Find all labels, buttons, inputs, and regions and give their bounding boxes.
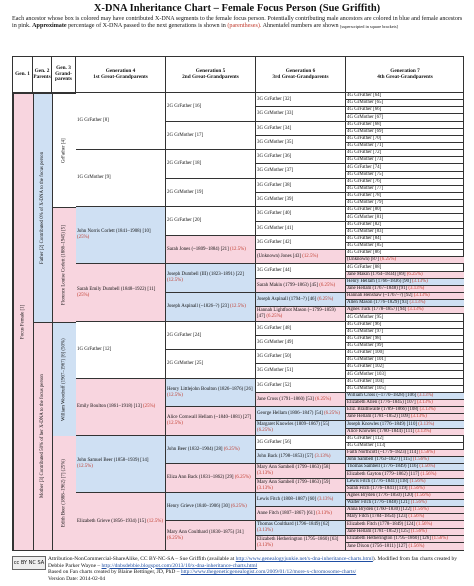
gen7-ancestor-32: 4G GrMother [95]: [346, 314, 464, 322]
footer-version: Version Date: 2014-02-04: [48, 575, 106, 582]
gen6-ancestor-17: 3G GrFather [48]: [256, 322, 346, 336]
gen7-ancestor-52: John Sambell (1763–1827) [115] (1.56%): [346, 457, 464, 464]
gen7-ancestor-22: 4G GrMother [85]: [346, 243, 464, 250]
gen7-ancestor-36: 4G GrMother [99]: [346, 343, 464, 350]
gen7-ancestor-64: Jane Dixon (1756–1811) [127] (1.56%): [346, 543, 464, 550]
gen7-ancestor-23: 4G GrFather [86]: [346, 250, 464, 257]
gen5-ancestor-7: Joseph Dumbell (III) (1823–1891) [22] (12.5%): [166, 264, 256, 293]
gen4-ancestor-7: John Samuel Beer (1858–1939) [14] (12.5%): [76, 436, 166, 493]
header-gen5: Generation 5 2nd Great-Grandparents: [166, 57, 256, 93]
gen7-ancestor-13: 4G GrFather [76]: [346, 179, 464, 186]
gen7-ancestor-16: 4G GrMother [79]: [346, 200, 464, 207]
gen7-ancestor-60: Mary Fitch (1784–1854) [123] (1.56%): [346, 514, 464, 521]
gen7-ancestor-34: 4G GrMother [97]: [346, 329, 464, 336]
header-gen6: Generation 6 3rd Great-Grandparents: [256, 57, 346, 93]
footer-line2: ). Modified from fan charts created by Debbie Parker Wayne –: [48, 556, 458, 569]
inheritance-chart: [12, 56, 464, 551]
gen7-ancestor-8: 4G GrMother [71]: [346, 143, 464, 150]
gen6-ancestor-11: 3G GrFather [42]: [256, 236, 346, 250]
gen6-ancestor-27: Mary Ann Sambell (1799–1863) [58] (3.13%): [256, 464, 346, 479]
gen7-ancestor-26: Jane Makin (1764–1834) [89] (6.25%): [346, 272, 464, 279]
gen4-ancestor-5: 1G GrFather [12]: [76, 322, 166, 379]
gen7-ancestor-10: 4G GrMother [73]: [346, 157, 464, 164]
gen7-ancestor-9: 4G GrFather [72]: [346, 150, 464, 157]
gen3-ancestor-4: Edith Beer (1888–1962) [7] (25%): [52, 436, 76, 550]
gen7-ancestor-38: 4G GrMother [101]: [346, 357, 464, 364]
gen7-ancestor-7: 4G GrFather [70]: [346, 136, 464, 143]
gen4-ancestor-3: John Norris Corlett (1841–1908) [10] (25%): [76, 207, 166, 264]
gen7-ancestor-44: Elizabeth Allen (1776–1845) [107] (3.13%): [346, 400, 464, 407]
gen6-ancestor-24: Margaret Knowles (1809–1867) [55] (6.25%): [256, 421, 346, 436]
gen7-ancestor-56: Sarah Fitch (1776–1841) [119] (1.56%): [346, 486, 464, 493]
gen6-ancestor-19: 3G GrFather [50]: [256, 350, 346, 364]
gen7-ancestor-24: (Unknown) [87] (6.25%): [346, 257, 464, 264]
gen6-ancestor-31: Thomas Coulthard (1796–1849) [62] (3.13%): [256, 521, 346, 536]
gen7-ancestor-40: 4G GrMother [103]: [346, 371, 464, 379]
gen7-ancestor-59: Anna Bryden (1760–1830) [122] (1.56%): [346, 507, 464, 514]
footer-link3[interactable]: http://www.thegeneticgenealogist.com/2009/01/12/more-x-chromosome-charts/: [180, 569, 357, 576]
gen4-ancestor-4: Sarah Emily Dumbell (1848–1922) [11] (25%): [76, 264, 166, 322]
gen7-ancestor-41: 4G GrFather [104]: [346, 379, 464, 386]
header-gen1: Gen. 1: [13, 57, 33, 93]
gen6-ancestor-13: 3G GrFather [44]: [256, 264, 346, 279]
gen6-ancestor-3: 3G GrFather [34]: [256, 122, 346, 136]
gen7-ancestor-42: 4G GrMother [105]: [346, 386, 464, 393]
gen4-ancestor-8: Elizabeth Grieve (1856–1934) [15] (12.5%): [76, 493, 166, 550]
chart-title: X-DNA Inheritance Chart – Female Focus Person (Sue Griffith): [93, 3, 381, 14]
focus-person: Focus Female [1]: [13, 93, 33, 550]
gen7-ancestor-14: 4G GrMother [77]: [346, 186, 464, 193]
gen7-ancestor-49: 4G GrFather [112]: [346, 436, 464, 443]
gen5-ancestor-10: 2G GrMother [25]: [166, 350, 256, 379]
intro-approx: Approximate: [32, 23, 67, 30]
gen5-ancestor-2: 2G GrMother [17]: [166, 122, 256, 150]
gen5-ancestor-16: Mary Ann Coulthard (1830–1875) [31] (6.25%): [166, 521, 256, 550]
footer-link1[interactable]: http://www.genealogyjunkie.net/x-dna-inheritance-charts.html: [235, 556, 373, 562]
gen7-ancestor-27: Henry Hellam (1766–1836) [90] (3.13%): [346, 279, 464, 286]
gen6-ancestor-2: 3G GrMother [33]: [256, 107, 346, 122]
gen6-ancestor-18: 3G GrMother [49]: [256, 336, 346, 350]
gen7-ancestor-25: 4G GrFather [88]: [346, 264, 464, 272]
gen5-ancestor-14: Eliza Ann Back (1831–1862) [29] (6.25%): [166, 464, 256, 493]
gen7-ancestor-37: 4G GrFather [100]: [346, 350, 464, 357]
header-gen2: Gen. 2 Parents: [33, 57, 52, 93]
gen6-ancestor-7: 3G GrFather [38]: [256, 179, 346, 193]
gen7-ancestor-51: Faith Northcott (~1779–1823) [114] (1.56%): [346, 450, 464, 457]
gen7-ancestor-48: Alice Knowles (1780–1844) [111] (3.13%): [346, 429, 464, 436]
gen7-ancestor-33: 4G GrFather [96]: [346, 322, 464, 329]
gen6-ancestor-6: 3G GrMother [37]: [256, 164, 346, 179]
gen7-ancestor-29: Hannah Henshaw (~1767–?) [92] (3.13%): [346, 293, 464, 300]
gen6-ancestor-14: Sarah Makin (1799–1863) [45] (6.25%): [256, 279, 346, 293]
gen7-ancestor-30: Allen Mason (1776–1829) [93] (3.13%): [346, 300, 464, 307]
gen7-ancestor-45: Eliz. Braithwaite (1789–1866) [108] (3.13%): [346, 407, 464, 414]
gen7-ancestor-20: 4G GrMother [83]: [346, 229, 464, 236]
gen6-ancestor-22: Jane Cross (1791–1860) [53] (6.25%): [256, 393, 346, 407]
gen7-ancestor-17: 4G GrFather [80]: [346, 207, 464, 214]
intro-paren: (parentheses).: [227, 23, 262, 30]
gen5-ancestor-9: 2G GrFather [24]: [166, 322, 256, 350]
intro-line3: Ahnentafel numbers are shown: [262, 23, 339, 30]
header-gen3: Gen. 3 Grand-parents: [52, 57, 76, 93]
gen7-ancestor-28: Jane Hellam (1767–1848) [91] (3.13%): [346, 286, 464, 293]
gen7-ancestor-4: 4G GrMother [67]: [346, 114, 464, 122]
gen7-ancestor-35: 4G GrFather [98]: [346, 336, 464, 343]
gen6-ancestor-8: 3G GrMother [39]: [256, 193, 346, 207]
header-gen7: Generation 7 4th Great-Grandparents: [346, 57, 464, 93]
gen6-ancestor-30: Anne Fitch (1807–1867) [61] (3.13%): [256, 507, 346, 521]
intro-text: [12, 16, 464, 31]
gen6-ancestor-21: 3G GrFather [52]: [256, 379, 346, 393]
gen5-ancestor-13: John Beer (1832–1904) [28] (6.25%): [166, 436, 256, 464]
header-gen4: Generation 4 1st Great-Grandparents: [76, 57, 166, 93]
father-cell: Father [2] Contributed 0% of X-DNA to the focus person: [33, 93, 52, 322]
gen3-ancestor-3: William Woodruff (1907–1967) [6] (50%): [52, 322, 76, 436]
intro-sup: [superscripted in square brackets]: [340, 24, 398, 30]
gen3-ancestor-1: GrFather [4]: [52, 93, 76, 207]
gen6-ancestor-15: Joseph Aspinall (1794–?) [46] (6.25%): [256, 293, 346, 307]
gen7-ancestor-46: Jane Hellam (1781–1852) [109] (3.13%): [346, 414, 464, 421]
gen5-ancestor-3: 2G GrFather [18]: [166, 150, 256, 179]
gen6-ancestor-4: 3G GrMother [35]: [256, 136, 346, 150]
gen5-ancestor-8: Joseph Aspinall (~1826–?) [23] (12.5%): [166, 293, 256, 322]
gen7-ancestor-63: Elizabeth Hetherington (1795–1860) [126] (1.56%): [346, 536, 464, 543]
gen7-ancestor-43: William Cross (~1770–1828) [106] (3.13%): [346, 393, 464, 400]
footer-line1: Attribution-NonCommercial-ShareAlike, CC BY-NC-SA – Sue Griffith (available at: [48, 556, 235, 562]
gen4-ancestor-1: 1G GrFather [8]: [76, 93, 166, 150]
gen7-ancestor-55: Lewis Fitch (1776–1841) [118] (1.56%): [346, 479, 464, 486]
gen5-ancestor-5: 2G GrFather [20]: [166, 207, 256, 236]
gen5-ancestor-15: Henry Grieve (1840–1906) [30] (6.25%): [166, 493, 256, 521]
gen7-ancestor-61: Elizabeth Fitch (1778–1849) [124] (1.56%): [346, 521, 464, 529]
gen5-ancestor-6: Sarah Jones (~1809–1884) [21] (12.5%): [166, 236, 256, 264]
gen6-ancestor-16: Hannah Lightfoot Mason (~1799–1859) [47] (6.25%): [256, 307, 346, 322]
gen7-ancestor-3: 4G GrFather [66]: [346, 107, 464, 114]
gen7-ancestor-31: Agnes Tuck (1778–1857) [94] (3.13%): [346, 307, 464, 314]
gen6-ancestor-25: 3G GrFather [56]: [256, 436, 346, 450]
mother-cell: Mother [3] Contributed 50% of her X-DNA to the focus person: [33, 322, 52, 550]
gen6-ancestor-32: Elizabeth Hetherington (1795–1860) [63] (3.13%): [256, 536, 346, 550]
gen7-ancestor-21: 4G GrFather [84]: [346, 236, 464, 243]
footer-text: [48, 556, 464, 582]
gen5-ancestor-4: 2G GrMother [19]: [166, 179, 256, 207]
gen6-ancestor-29: Lewis Fitch (1808–1887) [60] (3.13%): [256, 493, 346, 507]
gen5-ancestor-12: Alice Cornwall Hellam (~1840–1881) [27] (12.5%): [166, 407, 256, 436]
gen7-ancestor-57: Agnes Bryden (1776–1850) [120] (1.56%): [346, 493, 464, 500]
gen7-ancestor-58: Walter Fitch (1776–1848) [121] (1.56%): [346, 500, 464, 507]
gen6-ancestor-12: (Unknown) Jones [43] (12.5%): [256, 250, 346, 264]
gen7-ancestor-12: 4G GrMother [75]: [346, 172, 464, 179]
gen7-ancestor-54: Elizabeth Gayton (1779–1862) [117] (1.56%): [346, 471, 464, 479]
gen7-ancestor-39: 4G GrFather [102]: [346, 364, 464, 371]
gen3-ancestor-2: Florence Louise Corlett (1886–1945) [5]: [52, 207, 76, 322]
gen6-ancestor-28: Mary Ann Sambell (1799–1863) [59] (3.13%): [256, 479, 346, 493]
gen6-ancestor-20: 3G GrMother [51]: [256, 364, 346, 379]
gen6-ancestor-26: John Back (1798–1853) [57] (3.13%): [256, 450, 346, 464]
gen6-ancestor-5: 3G GrFather [36]: [256, 150, 346, 164]
gen5-ancestor-1: 2G GrFather [16]: [166, 93, 256, 122]
gen4-ancestor-2: 1G GrMother [9]: [76, 150, 166, 207]
gen7-ancestor-6: 4G GrMother [69]: [346, 129, 464, 136]
gen7-ancestor-62: Jane Hellam (1781–1852) [125] (1.56%): [346, 529, 464, 536]
gen6-ancestor-1: 3G GrFather [32]: [256, 93, 346, 107]
gen7-ancestor-50: 4G GrMother [113]: [346, 443, 464, 450]
gen7-ancestor-19: 4G GrFather [82]: [346, 222, 464, 229]
gen7-ancestor-53: Thomas Sambell (1776–1849) [116] (1.56%): [346, 464, 464, 471]
footer-line3: Based on Fan charts created by Blaine Bettinger, JD, PhD –: [48, 569, 180, 576]
gen6-ancestor-23: George Hellam (1806–1847) [54] (6.25%): [256, 407, 346, 421]
gen7-ancestor-47: Joseph Knowles (1776–1849) [110] (3.13%): [346, 421, 464, 429]
intro-line2: percentage of X-DNA passed to the next generations is shown in: [68, 23, 226, 30]
gen7-ancestor-18: 4G GrMother [81]: [346, 214, 464, 222]
gen4-ancestor-6: Emily Boulton (1861–1918) [13] (25%): [76, 379, 166, 436]
gen6-ancestor-10: 3G GrMother [41]: [256, 222, 346, 236]
cc-license-icon: cc BY NC SA: [12, 556, 46, 570]
gen7-ancestor-5: 4G GrFather [68]: [346, 122, 464, 129]
gen5-ancestor-11: Henry Littlejohn Boulton (1826–1876) [26] (12.5%): [166, 379, 256, 407]
gen7-ancestor-1: 4G GrFather [64]: [346, 93, 464, 100]
gen7-ancestor-2: 4G GrMother [65]: [346, 100, 464, 107]
footer-link2[interactable]: http://dnbsdebbie.blogspot.com/2013/10/x-dna-inheritance-charts.html: [101, 562, 258, 569]
gen6-ancestor-9: 3G GrFather [40]: [256, 207, 346, 222]
intro-line1: Each ancestor whose box is colored may have contributed X-DNA segments to the female focus person. Potentially contributing male ancestors are colored in blue and female ancestors in pink.: [12, 16, 463, 30]
gen7-ancestor-15: 4G GrFather [78]: [346, 193, 464, 200]
gen7-ancestor-11: 4G GrFather [74]: [346, 164, 464, 172]
